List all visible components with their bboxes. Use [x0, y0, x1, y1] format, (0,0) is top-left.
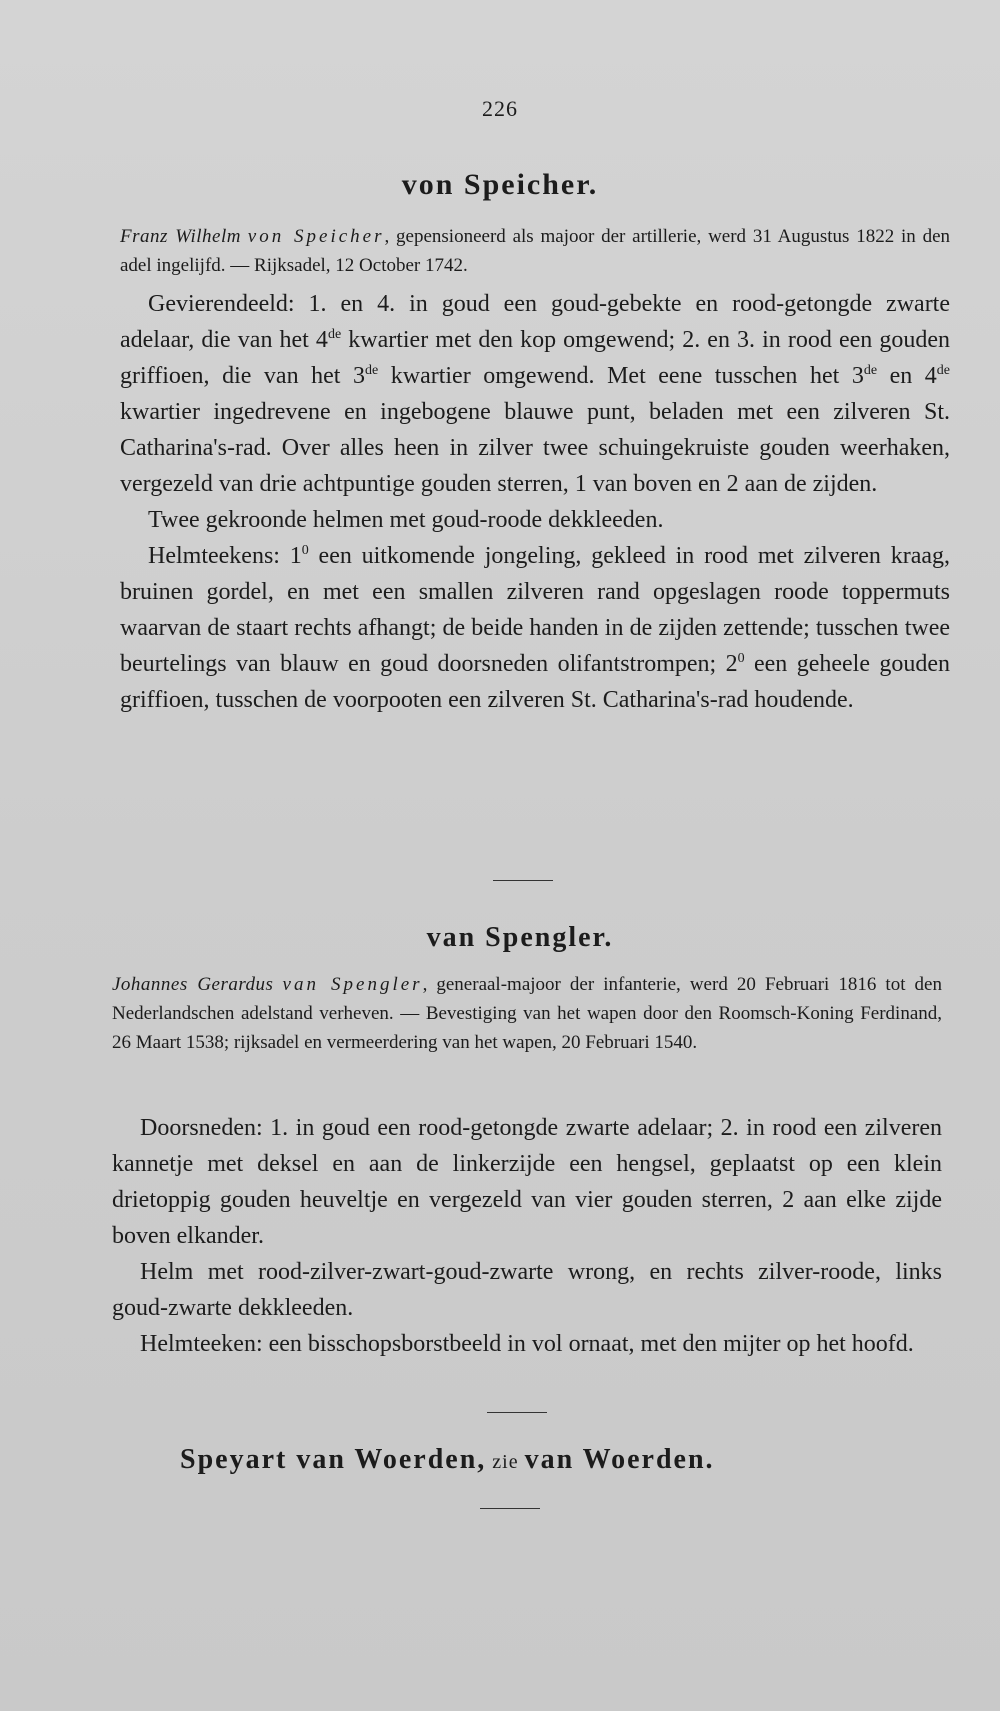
- blazon-paragraph: Doorsneden: 1. in goud een rood-getongde zwarte adelaar; 2. in rood een zilveren kannetje met deksel en aan de linkerzijde een hengsel, geplaatst op een klein drietoppig gouden heuveltje en vergezeld van vier gouden sterren, 2 aan elke zijde boven elkander.: [112, 1115, 942, 1249]
- lead-name-spaced: van Spengler: [282, 974, 423, 995]
- page-number: 226: [482, 96, 518, 121]
- crest-paragraph: Helmteeken: een bisschopsborstbeeld in vol ornaat, met den mijter op het hoofd.: [140, 1331, 914, 1357]
- entry-body-von-speicher: [120, 286, 950, 718]
- lead-rest: , generaal-majoor der infanterie, werd 20 Februari 1816 tot den Nederlandschen adelstand verheven. — Bevestiging van het wapen door den Roomsch-Koning Ferdinand, 26 Maart 1538; rijksadel en vermeerdering van het wapen, 20 Februari 1540.: [112, 974, 942, 1053]
- section-divider: [480, 1508, 540, 1509]
- helmets-paragraph: Twee gekroonde helmen met goud-roode dekkleeden.: [148, 507, 664, 533]
- section-divider: [493, 880, 553, 881]
- entry-title-von-speicher: von Speicher.: [401, 168, 599, 201]
- lead-name-first: Johannes Gerardus: [112, 974, 274, 995]
- blazon-paragraph: Gevierendeeld: 1. en 4. in goud een goud-gebekte en rood-getongde zwarte adelaar, die van het 4de kwartier met den kop omgewend; 2. en 3. in rood een gouden griffioen, die van het 3de kwartier omgewend. Met eene tusschen het 3de en 4de kwartier ingedrevene en ingebogene blauwe punt, beladen met een zilveren St. Catharina's-rad. Over alles heen in zilver twee schuingekruiste gouden weerhaken, vergezeld van drie achtpuntige gouden sterren, 1 van boven en 2 aan de zijden.: [120, 291, 950, 497]
- helmet-paragraph: Helm met rood-zilver-zwart-goud-zwarte wrong, en rechts zilver-roode, links goud-zwarte dekkleeden.: [112, 1259, 942, 1321]
- lead-rest: , gepensioneerd als majoor der artillerie, werd 31 Augustus 1822 in den adel ingelijfd. — Rijksadel, 12 October 1742.: [120, 226, 951, 276]
- lead-name-first: Franz Wilhelm: [120, 226, 241, 247]
- section-divider: [487, 1412, 547, 1413]
- crests-paragraph: Helmteekens: $1^0$ een uitkomende jongeling, gekleed in rood met zilveren kraag, bruinen gordel, en met een smallen zilveren rand opgeslagen roode toppermuts waarvan de staart rechts afhangt; de beide handen in de zijden zettende; tusschen twee beurtelings van blauw en goud doorsneden olifantstrompen; $2^0$ een geheele gouden griffioen, tusschen de voorpooten een zilveren St. Catharina's-rad houdende.: [120, 543, 951, 713]
- entry-title-van-spengler: van Spengler.: [426, 922, 614, 953]
- entry-lead-van-spengler: [112, 970, 942, 1057]
- cross-reference-speyart: Speyart van Woerden, zie van Woerden.: [180, 1444, 715, 1475]
- entry-lead-von-speicher: [120, 222, 950, 280]
- entry-body-van-spengler: [112, 1110, 942, 1362]
- lead-name-spaced: von Speicher: [247, 226, 385, 247]
